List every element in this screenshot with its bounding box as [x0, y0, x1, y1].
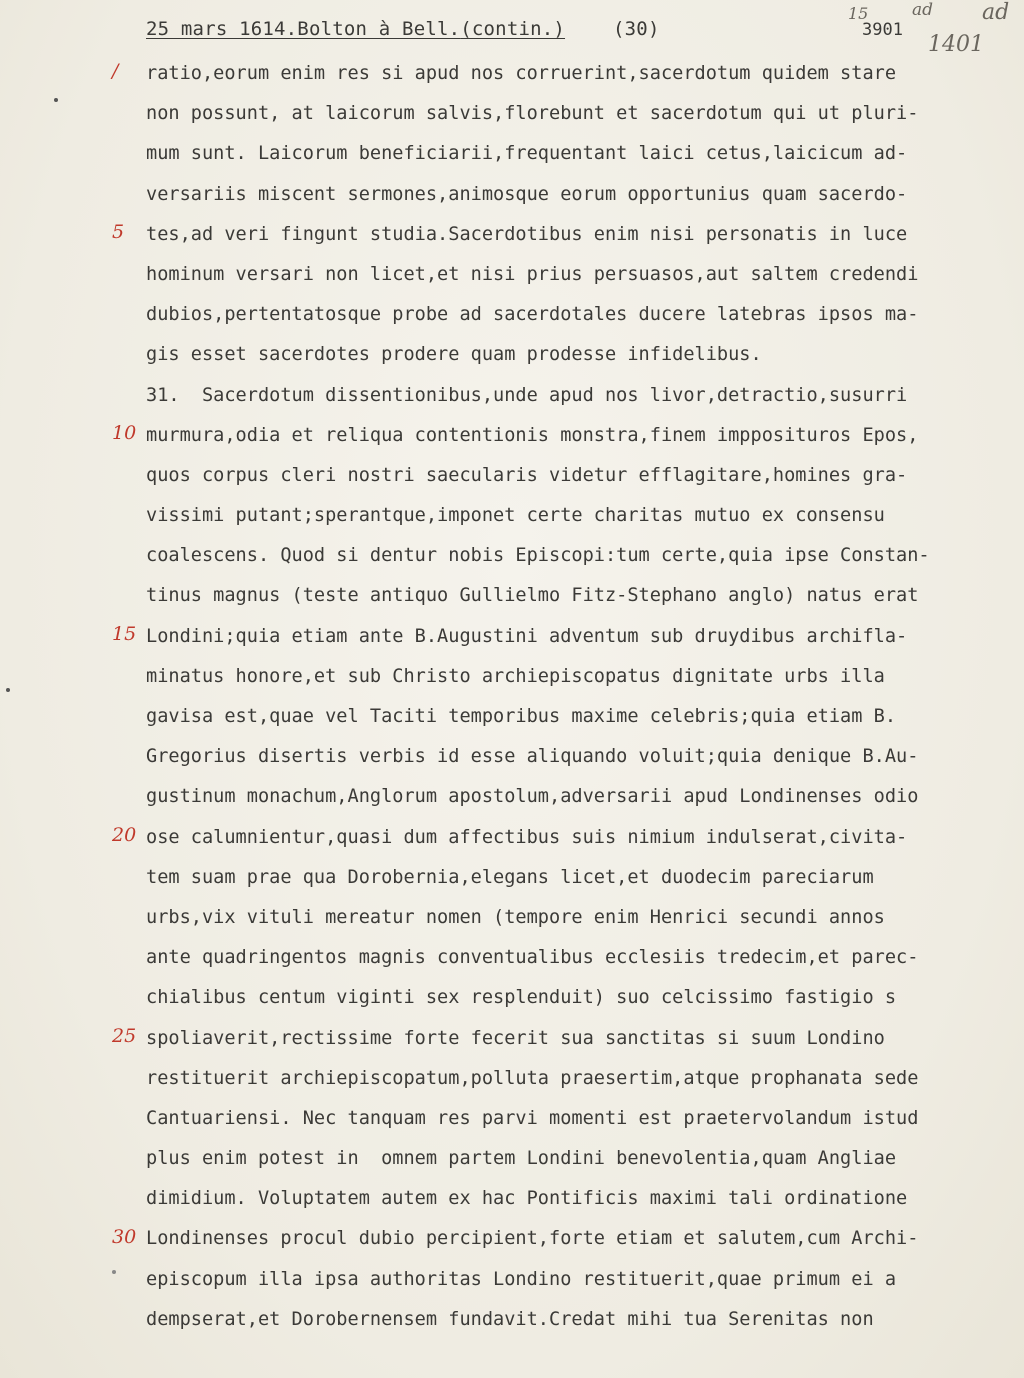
text-line: Londini;quia etiam ante B.Augustini adventum sub druydibus archifla- [146, 625, 908, 647]
text-line: dempserat,et Dorobernensem fundavit.Credat mihi tua Serenitas non [146, 1308, 874, 1330]
text-line: gustinum monachum,Anglorum apostolum,adversarii apud Londinenses odio [146, 786, 919, 808]
text-line: ratio,eorum enim res si apud nos corruerint,sacerdotum quidem stare [146, 63, 897, 84]
text-line: chialibus centum viginti sex resplenduit) suo celcissimo fastigio s [146, 987, 897, 1009]
margin-line-10: 10 [112, 422, 137, 444]
text-line: restituerit archiepiscopatum,polluta praesertim,atque prophanata sede [146, 1067, 919, 1089]
margin-line-20: 20 [112, 824, 137, 846]
text-line: quos corpus cleri nostri saecularis videtur efflagitare,homines gra- [146, 464, 908, 486]
text-line: vissimi putant;sperantque,imponet certe charitas mutuo ex consensu [146, 505, 885, 527]
text-line: tes,ad veri fingunt studia.Sacerdotibus enim nisi personatis in luce [146, 223, 908, 245]
text-line: 31. Sacerdotum dissentionibus,unde apud nos livor,detractio,susurri [146, 384, 908, 406]
text-line: gavisa est,quae vel Taciti temporibus maxime celebris;quia etiam B. [146, 706, 897, 727]
paper-speck [112, 1270, 116, 1274]
text-line: dimidium. Voluptatem autem ex hac Pontificis maximi tali ordinatione [146, 1188, 908, 1210]
text-line: gis esset sacerdotes prodere quam prodesse infidelibus. [146, 344, 762, 366]
text-line: murmura,odia et reliqua contentionis monstra,finem impposituros Epos, [146, 424, 919, 446]
handwritten-prefix: 15 [848, 4, 869, 23]
handwritten-number: 1401 [928, 32, 984, 57]
text-line: plus enim potest in omnem partem Londini benevolentia,quam Angliae [146, 1148, 897, 1170]
text-line: Cantuariensi. Nec tanquam res parvi momenti est praetervolandum istud [146, 1107, 919, 1129]
paper-speck [6, 688, 10, 692]
text-line: urbs,vix vituli mereatur nomen (tempore enim Henrici secundi annos [146, 906, 885, 928]
margin-mark-1: / [112, 60, 119, 82]
text-line: Londinenses procul dubio percipient,forte etiam et salutem,cum Archi- [146, 1228, 919, 1250]
text-line: ose calumnientur,quasi dum affectibus suis nimium indulserat,civita- [146, 826, 908, 848]
text-line: ante quadringentos magnis conventualibus ecclesiis tredecim,et parec- [146, 947, 919, 969]
typed-text-body [146, 54, 1006, 1340]
paper-speck [54, 98, 58, 102]
text-line: tem suam prae qua Dorobernia,elegans licet,et duodecim pareciarum [146, 866, 874, 888]
header-date-author: 25 mars 1614.Bolton à Bell. [146, 18, 461, 40]
text-line: coalescens. Quod si dentur nobis Episcopi:tum certe,quia ipse Constan- [146, 545, 930, 567]
text-line: non possunt, at laicorum salvis,florebunt et sacerdotum qui ut pluri- [146, 103, 919, 125]
text-line: hominum versari non licet,et nisi prius persuasos,aut saltem credendi [146, 263, 919, 285]
text-line: dubios,pertentatosque probe ad sacerdotales ducere latebras ipsos ma- [146, 304, 919, 326]
text-line: versariis miscent sermones,animosque eorum opportunius quam sacerdo- [146, 183, 908, 205]
text-line: Gregorius disertis verbis id esse aliquando voluit;quia denique B.Au- [146, 746, 919, 768]
text-line: episcopum illa ipsa authoritas Londino restituerit,quae primum ei a [146, 1268, 897, 1290]
folio-number: (30) [613, 18, 660, 40]
header-contin: (contin.) [460, 18, 566, 40]
text-line: tinus magnus (teste antiquo Gullielmo Fitz-Stephano anglo) natus erat [146, 585, 919, 607]
handwritten-annotation-top: ad [912, 0, 934, 20]
margin-line-15: 15 [112, 623, 137, 645]
margin-line-30: 30 [112, 1226, 137, 1248]
text-line: mum sunt. Laicorum beneficiarii,frequentant laici cetus,laicicum ad- [146, 143, 908, 165]
margin-line-5: 5 [112, 221, 125, 243]
handwritten-annotation-right: ad [982, 0, 1010, 25]
text-line: spoliaverit,rectissime forte fecerit sua sanctitas si suum Londino [146, 1027, 885, 1049]
margin-line-25: 25 [112, 1025, 137, 1047]
text-line: minatus honore,et sub Christo archiepiscopatus dignitate urbs illa [146, 665, 885, 687]
archive-number: 3901 [862, 20, 903, 40]
page-header [146, 18, 660, 40]
